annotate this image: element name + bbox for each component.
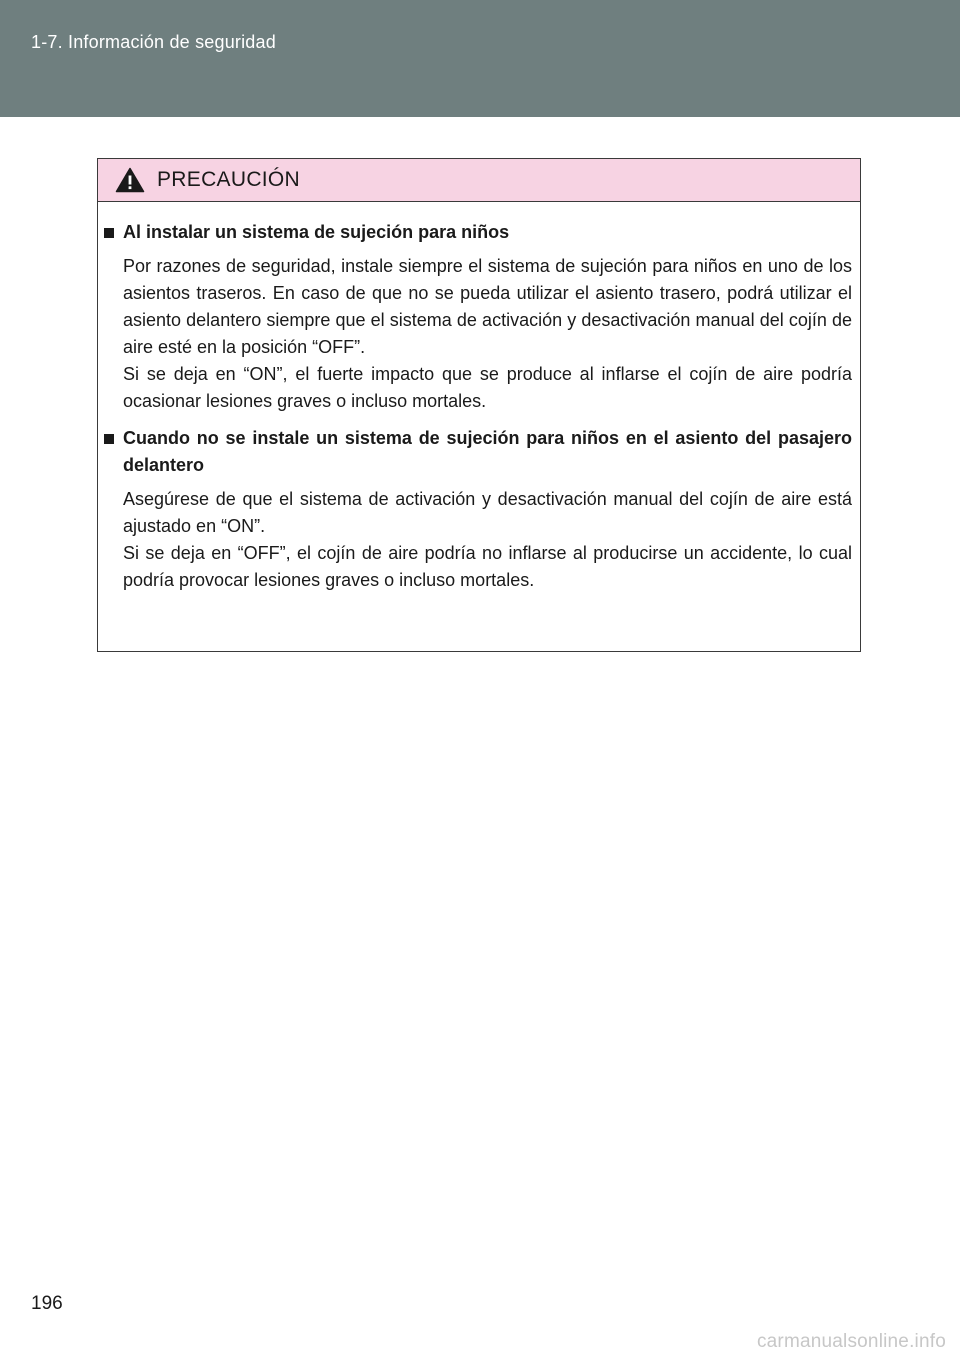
item-paragraph: Por razones de seguridad, instale siempre el sistema de sujeción para niños en uno de los asientos traseros. En caso de que no se pueda utilizar el asiento trasero, podrá utilizar el asiento delantero siempre que el sistema de activación y desactivación manual del cojín de aire esté en la posición “OFF”. Si se deja en “ON”, el fuerte impacto que se produce al inflarse el cojín de aire podría ocasionar lesiones graves o incluso mortales.: [123, 256, 852, 411]
item-paragraph: Asegúrese de que el sistema de activación y desactivación manual del cojín de aire está ajustado en “ON”. Si se deja en “OFF”, el cojín de aire podría no inflarse al producirse un accidente, lo cual podría provocar lesiones graves o incluso mortales.: [123, 489, 852, 590]
item-heading: [104, 219, 852, 246]
warning-triangle-icon: [115, 167, 145, 193]
square-bullet-icon: [104, 228, 114, 238]
item-heading-text: Cuando no se instale un sistema de sujeción para niños en el asiento del pasajero delantero: [123, 428, 852, 475]
item-heading: [104, 425, 852, 479]
caution-header: [98, 159, 860, 202]
header-band: [0, 0, 960, 117]
caution-body: [98, 202, 860, 594]
item-heading-text: Al instalar un sistema de sujeción para niños: [123, 222, 510, 242]
caution-box: [97, 158, 861, 652]
caution-title: PRECAUCIÓN: [157, 168, 301, 191]
section-title: 1-7. Información de seguridad: [31, 32, 276, 52]
caution-item: [104, 425, 852, 594]
watermark-text: carmanualsonline.info: [756, 1331, 946, 1352]
page-number: 196: [31, 1293, 63, 1314]
square-bullet-icon: [104, 434, 114, 444]
caution-item: [104, 219, 852, 415]
